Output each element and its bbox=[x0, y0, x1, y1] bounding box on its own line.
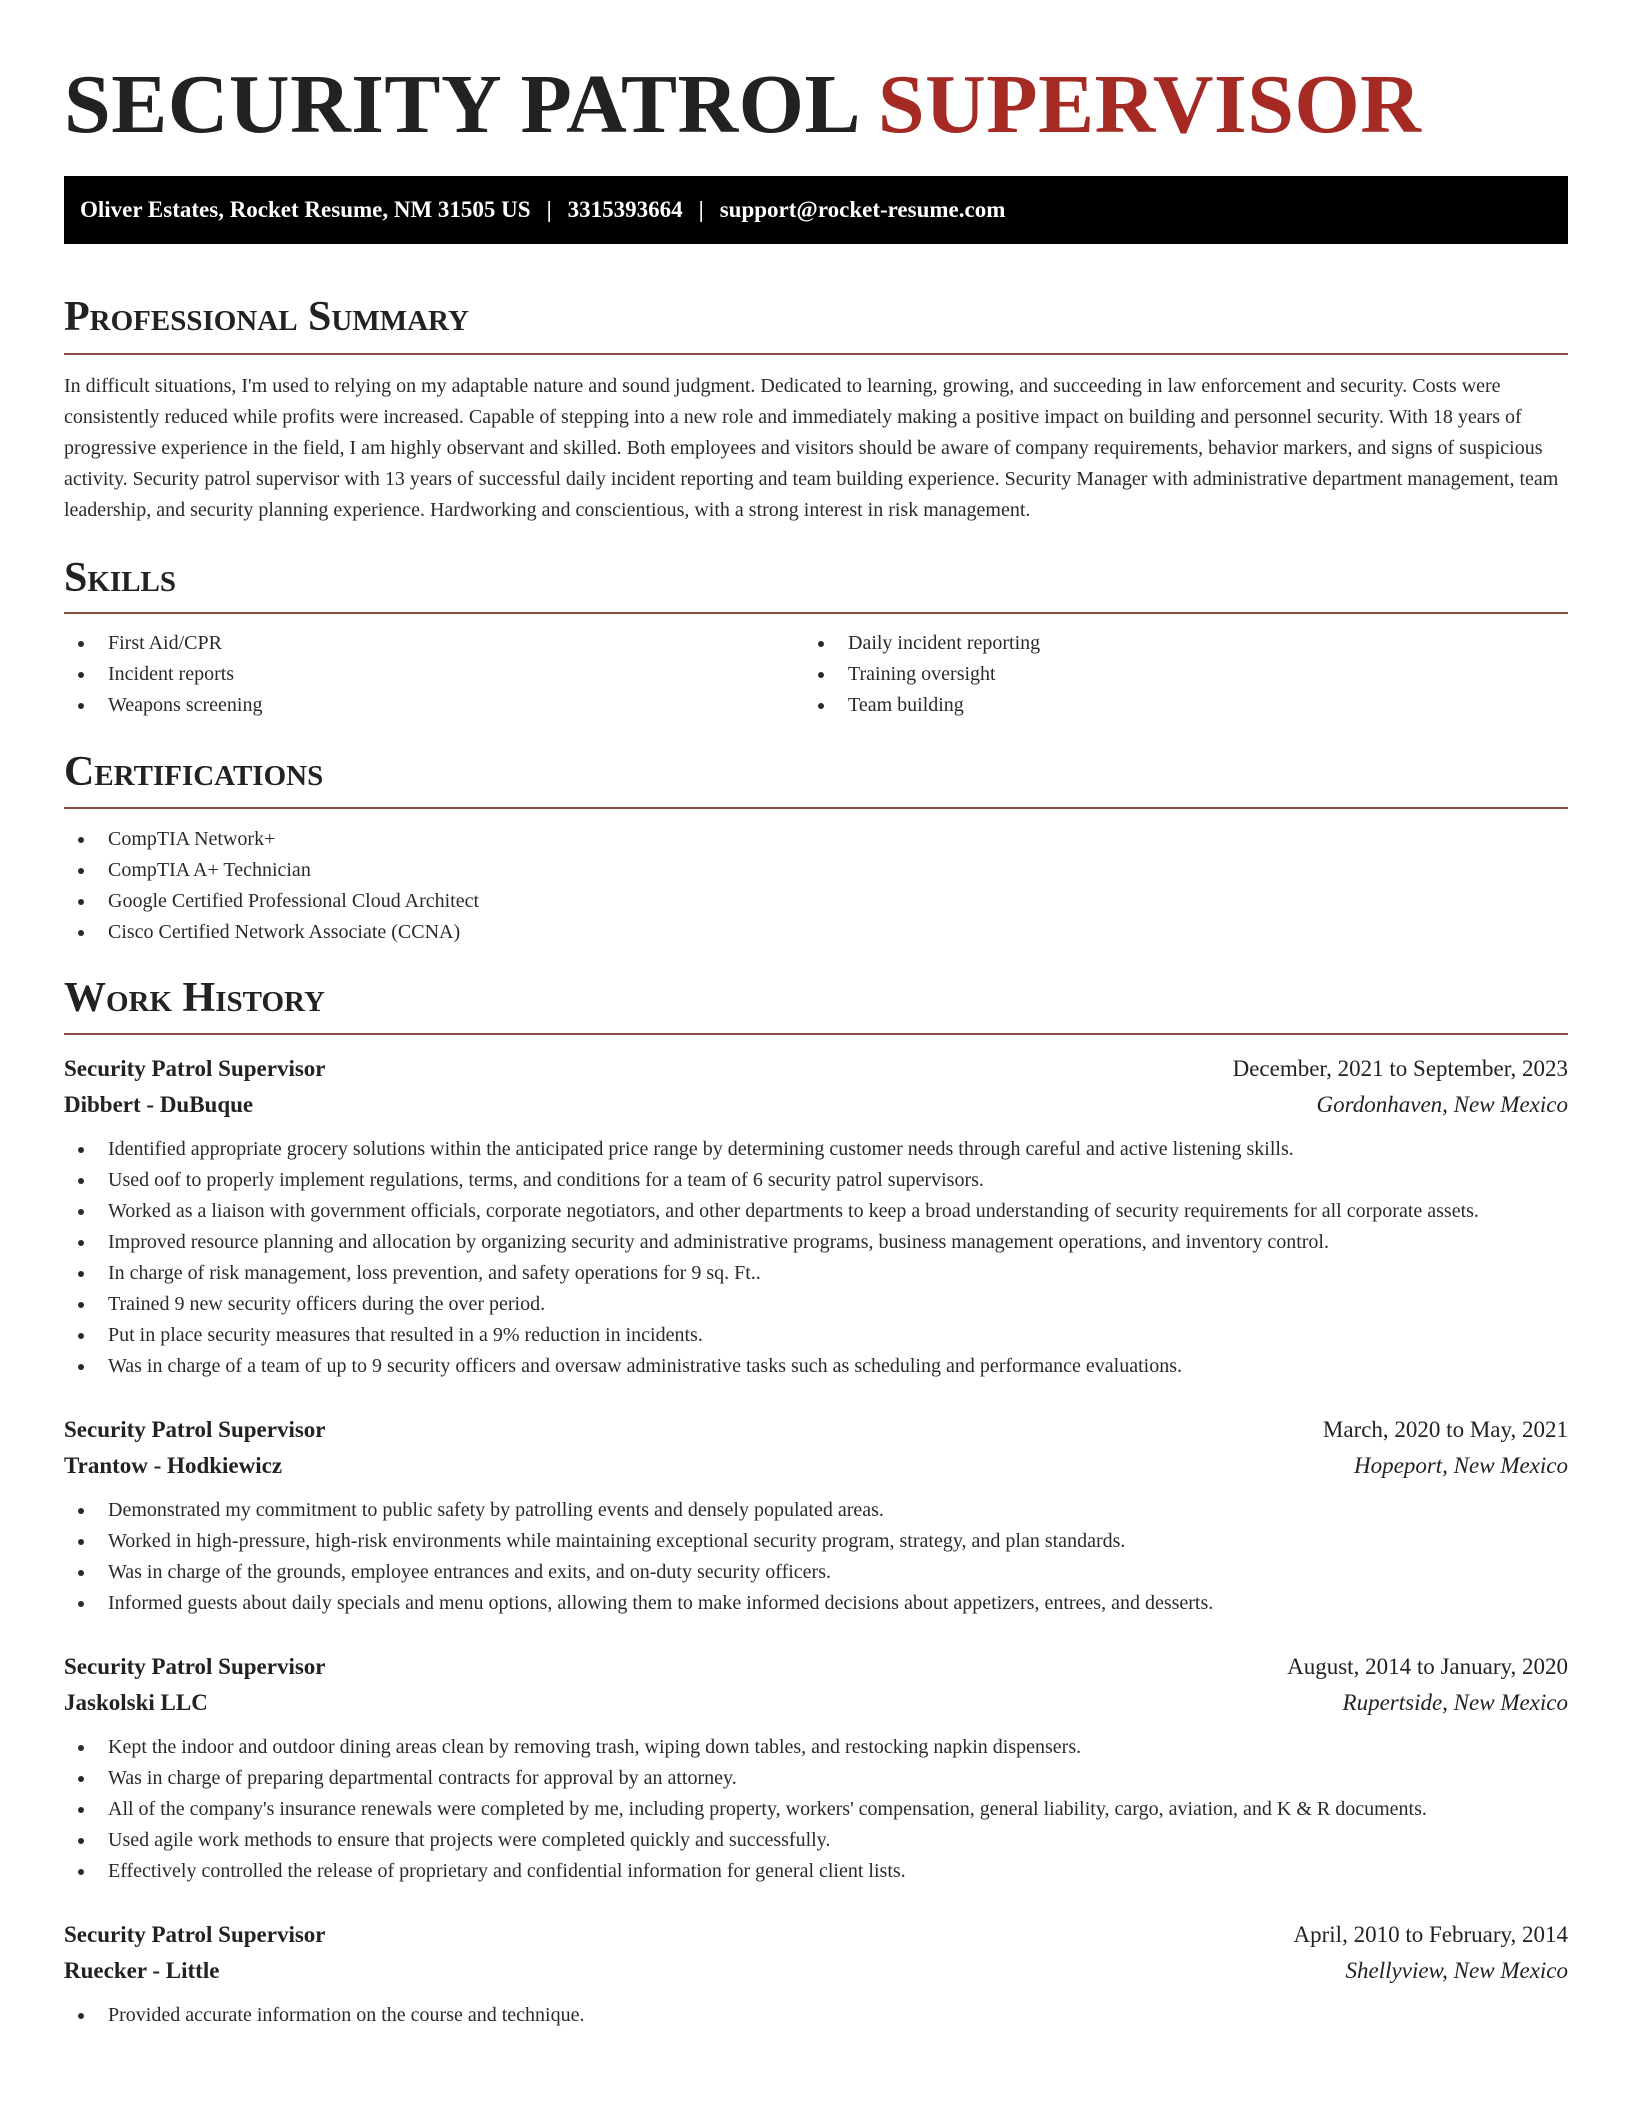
contact-phone: 3315393664 bbox=[567, 197, 683, 222]
bullet-icon bbox=[78, 672, 84, 678]
list-item bbox=[64, 1588, 1568, 1619]
title-first-part: SECURITY PATROL bbox=[64, 58, 857, 151]
bullet-icon bbox=[78, 1178, 84, 1184]
section-divider bbox=[64, 807, 1568, 809]
list-item bbox=[804, 659, 1544, 690]
contact-address: Oliver Estates, Rocket Resume, NM 31505 US bbox=[80, 197, 531, 222]
job-subheader-row bbox=[64, 1685, 1568, 1721]
list-item bbox=[64, 1763, 1568, 1794]
duty-text: Kept the indoor and outdoor dining areas clean by removing trash, wiping down tables, and restocking napkin dispensers. bbox=[108, 1736, 1082, 1758]
job-company: Ruecker - Little bbox=[64, 1958, 220, 1983]
bullet-icon bbox=[78, 641, 84, 647]
contact-bar bbox=[64, 176, 1568, 244]
list-item bbox=[64, 1732, 1568, 1763]
summary-section bbox=[64, 292, 1568, 526]
job-company: Trantow - Hodkiewicz bbox=[64, 1453, 283, 1478]
job-subheader-row bbox=[64, 1087, 1568, 1123]
list-item bbox=[804, 690, 1544, 721]
duty-text: All of the company's insurance renewals were completed by me, including property, workers' compensation, general liability, cargo, aviation, and K & R documents. bbox=[108, 1798, 1427, 1820]
job-duties-list bbox=[64, 1732, 1568, 1887]
list-item bbox=[64, 1856, 1568, 1887]
certification-text: CompTIA Network+ bbox=[108, 828, 276, 850]
certification-text: CompTIA A+ Technician bbox=[108, 859, 311, 881]
section-divider bbox=[64, 353, 1568, 355]
skills-list-right bbox=[804, 628, 1544, 721]
bullet-icon bbox=[78, 1364, 84, 1370]
bullet-icon bbox=[78, 1271, 84, 1277]
job-entry bbox=[64, 1917, 1568, 2031]
duty-text: Was in charge of a team of up to 9 security officers and oversaw administrative tasks such as scheduling and performance evaluations. bbox=[108, 1355, 1182, 1377]
list-item bbox=[64, 824, 1568, 855]
section-divider bbox=[64, 1033, 1568, 1035]
list-item bbox=[64, 1258, 1568, 1289]
certification-text: Cisco Certified Network Associate (CCNA) bbox=[108, 921, 461, 943]
job-dates: August, 2014 to January, 2020 bbox=[1287, 1654, 1568, 1679]
skills-section bbox=[64, 553, 1568, 721]
bullet-icon bbox=[78, 1147, 84, 1153]
bullet-icon bbox=[78, 1838, 84, 1844]
job-location: Rupertside, New Mexico bbox=[1342, 1690, 1568, 1715]
duty-text: In charge of risk management, loss prevention, and safety operations for 9 sq. Ft.. bbox=[108, 1262, 761, 1284]
job-title: Security Patrol Supervisor bbox=[64, 1056, 326, 1081]
certifications-heading: Certifications bbox=[64, 749, 324, 795]
list-item bbox=[64, 886, 1568, 917]
job-company: Jaskolski LLC bbox=[64, 1690, 208, 1715]
certifications-list bbox=[64, 824, 1568, 948]
list-item bbox=[64, 1351, 1568, 1382]
list-item bbox=[64, 1557, 1568, 1588]
duty-text: Improved resource planning and allocation by organizing security and administrative programs, business management operations, and inventory control. bbox=[108, 1231, 1329, 1253]
summary-heading: Professional Summary bbox=[64, 294, 469, 340]
skills-grid bbox=[64, 628, 1568, 721]
bullet-icon bbox=[78, 1333, 84, 1339]
job-duties-list bbox=[64, 1134, 1568, 1382]
skills-list-left bbox=[64, 628, 804, 721]
list-item bbox=[64, 2000, 1568, 2031]
job-location: Hopeport, New Mexico bbox=[1354, 1453, 1568, 1478]
title-highlight-part: SUPERVISOR bbox=[877, 58, 1422, 151]
list-item bbox=[804, 628, 1544, 659]
list-item bbox=[64, 1196, 1568, 1227]
bullet-icon bbox=[78, 1776, 84, 1782]
list-item bbox=[64, 1289, 1568, 1320]
duty-text: Used agile work methods to ensure that projects were completed quickly and successfully. bbox=[108, 1829, 831, 1851]
skill-text: First Aid/CPR bbox=[108, 632, 222, 654]
bullet-icon bbox=[78, 899, 84, 905]
duty-text: Worked as a liaison with government officials, corporate negotiators, and other departments to keep a broad understanding of security requirements for all corporate assets. bbox=[108, 1200, 1479, 1222]
list-item bbox=[64, 855, 1568, 886]
bullet-icon bbox=[78, 1745, 84, 1751]
list-item bbox=[64, 917, 1568, 948]
duty-text: Trained 9 new security officers during the over period. bbox=[108, 1293, 546, 1315]
duty-text: Used oof to properly implement regulations, terms, and conditions for a team of 6 security patrol supervisors. bbox=[108, 1169, 984, 1191]
contact-separator: | bbox=[546, 197, 552, 222]
bullet-icon bbox=[78, 868, 84, 874]
bullet-icon bbox=[78, 1209, 84, 1215]
bullet-icon bbox=[818, 641, 824, 647]
section-divider bbox=[64, 612, 1568, 614]
duty-text: Effectively controlled the release of proprietary and confidential information for general client lists. bbox=[108, 1860, 906, 1882]
job-header-row bbox=[64, 1051, 1568, 1087]
duty-text: Put in place security measures that resulted in a 9% reduction in incidents. bbox=[108, 1324, 703, 1346]
list-item bbox=[64, 1165, 1568, 1196]
bullet-icon bbox=[78, 1539, 84, 1545]
job-location: Gordonhaven, New Mexico bbox=[1316, 1092, 1568, 1117]
job-title: Security Patrol Supervisor bbox=[64, 1654, 326, 1679]
duty-text: Demonstrated my commitment to public safety by patrolling events and densely populated areas. bbox=[108, 1499, 884, 1521]
duty-text: Provided accurate information on the course and technique. bbox=[108, 2004, 585, 2026]
bullet-icon bbox=[78, 1869, 84, 1875]
bullet-icon bbox=[78, 837, 84, 843]
work-history-heading: Work History bbox=[64, 975, 325, 1021]
resume-page bbox=[64, 0, 1568, 2031]
list-item bbox=[64, 1526, 1568, 1557]
job-dates: March, 2020 to May, 2021 bbox=[1322, 1417, 1568, 1442]
job-title: Security Patrol Supervisor bbox=[64, 1417, 326, 1442]
job-subheader-row bbox=[64, 1953, 1568, 1989]
bullet-icon bbox=[818, 703, 824, 709]
bullet-icon bbox=[78, 1570, 84, 1576]
bullet-icon bbox=[78, 1601, 84, 1607]
duty-text: Worked in high-pressure, high-risk environments while maintaining exceptional security program, strategy, and plan standards. bbox=[108, 1530, 1126, 1552]
list-item bbox=[64, 1495, 1568, 1526]
bullet-icon bbox=[818, 672, 824, 678]
resume-title bbox=[64, 0, 1568, 152]
list-item bbox=[64, 659, 804, 690]
skills-heading: Skills bbox=[64, 555, 177, 601]
certifications-section bbox=[64, 747, 1568, 948]
bullet-icon bbox=[78, 1302, 84, 1308]
job-location: Shellyview, New Mexico bbox=[1345, 1958, 1568, 1983]
duty-text: Was in charge of preparing departmental contracts for approval by an attorney. bbox=[108, 1767, 737, 1789]
job-entry bbox=[64, 1051, 1568, 1382]
contact-email: support@rocket-resume.com bbox=[719, 197, 1006, 222]
list-item bbox=[64, 690, 804, 721]
duty-text: Was in charge of the grounds, employee entrances and exits, and on-duty security officers. bbox=[108, 1561, 831, 1583]
bullet-icon bbox=[78, 1240, 84, 1246]
job-header-row bbox=[64, 1412, 1568, 1448]
skill-text: Weapons screening bbox=[108, 694, 263, 716]
contact-separator: | bbox=[698, 197, 704, 222]
skill-text: Incident reports bbox=[108, 663, 235, 685]
list-item bbox=[64, 628, 804, 659]
duty-text: Identified appropriate grocery solutions within the anticipated price range by determining customer needs through careful and active listening skills. bbox=[108, 1138, 1294, 1160]
list-item bbox=[64, 1134, 1568, 1165]
job-duties-list bbox=[64, 1495, 1568, 1619]
job-company: Dibbert - DuBuque bbox=[64, 1092, 254, 1117]
bullet-icon bbox=[78, 1508, 84, 1514]
bullet-icon bbox=[78, 2013, 84, 2019]
bullet-icon bbox=[78, 703, 84, 709]
skill-text: Daily incident reporting bbox=[848, 632, 1041, 654]
bullet-icon bbox=[78, 930, 84, 936]
job-dates: April, 2010 to February, 2014 bbox=[1293, 1922, 1568, 1947]
job-subheader-row bbox=[64, 1448, 1568, 1484]
list-item bbox=[64, 1320, 1568, 1351]
job-entry bbox=[64, 1649, 1568, 1887]
certification-text: Google Certified Professional Cloud Architect bbox=[108, 890, 480, 912]
job-header-row bbox=[64, 1917, 1568, 1953]
skill-text: Team building bbox=[848, 694, 964, 716]
summary-text: In difficult situations, I'm used to relying on my adaptable nature and sound judgment. Dedicated to learning, growing, and succeeding in law enforcement and security. Costs were consistently reduced while profits were increased. Capable of stepping into a new role and immediately making a positive impact on building and personnel security. With 18 years of progressive experience in the field, I am highly observant and skilled. Both employees and visitors should be aware of company requirements, behavior markers, and signs of suspicious activity. Security patrol supervisor with 13 years of successful daily incident reporting and team building experience. Security Manager with administrative department management, team leadership, and security planning experience. Hardworking and conscientious, with a strong interest in risk management. bbox=[64, 375, 1559, 521]
job-header-row bbox=[64, 1649, 1568, 1685]
bullet-icon bbox=[78, 1807, 84, 1813]
job-dates: December, 2021 to September, 2023 bbox=[1232, 1056, 1568, 1081]
job-entry bbox=[64, 1412, 1568, 1619]
skill-text: Training oversight bbox=[848, 663, 996, 685]
work-history-section bbox=[64, 973, 1568, 2031]
list-item bbox=[64, 1794, 1568, 1825]
list-item bbox=[64, 1825, 1568, 1856]
job-duties-list bbox=[64, 2000, 1568, 2031]
list-item bbox=[64, 1227, 1568, 1258]
job-title: Security Patrol Supervisor bbox=[64, 1922, 326, 1947]
duty-text: Informed guests about daily specials and menu options, allowing them to make informed decisions about appetizers, entrees, and desserts. bbox=[108, 1592, 1214, 1614]
